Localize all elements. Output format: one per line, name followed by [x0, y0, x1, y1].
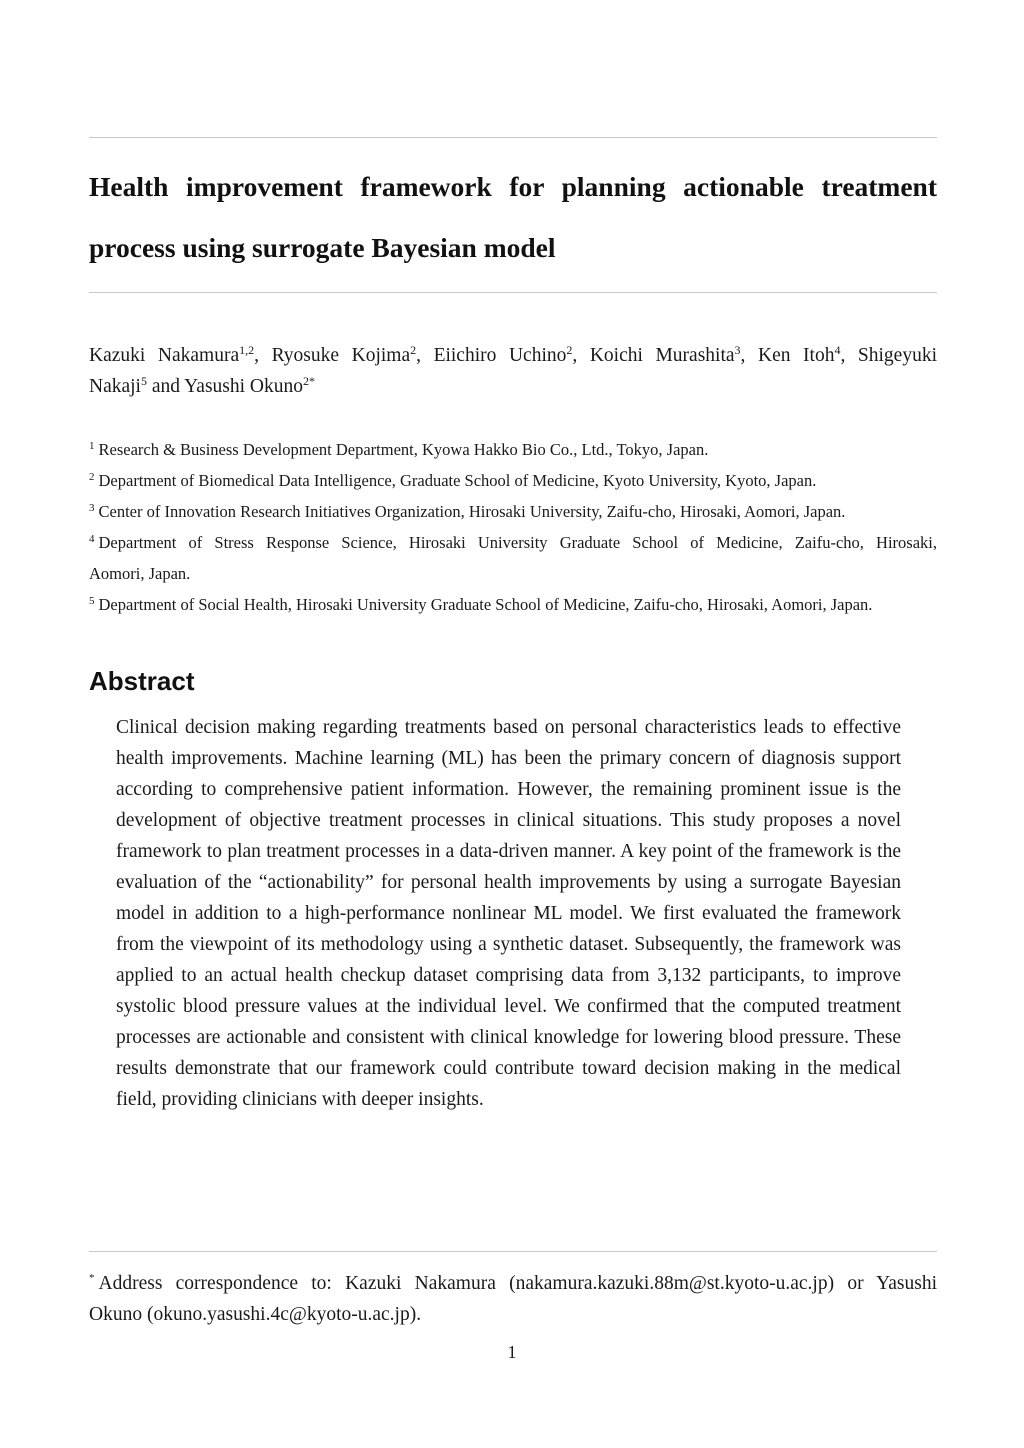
affiliation-item: $^2$ Department of Biomedical Data Intelligence, Graduate School of Medicine, Kyoto University, Kyoto, Japan. [89, 471, 817, 490]
author-name-second-part: Nakaji [89, 376, 141, 397]
affiliation-number: 4 [89, 533, 95, 545]
author-list [89, 340, 937, 402]
affiliation-number: 1 [89, 440, 95, 452]
affiliation-item: $^4$ Department of Stress Response Science, Hirosaki University Graduate School of Medicine, Zaifu-cho, Hirosaki, Aomori, Japan. [89, 533, 937, 583]
author-name: Kazuki Nakamura [89, 345, 240, 366]
author-name-first-part: Shigeyuki [857, 345, 938, 366]
author-affiliation-sup: 2 [410, 343, 417, 357]
affiliation-item: $^3$ Center of Innovation Research Initiatives Organization, Hirosaki University, Zaifu-cho, Hirosaki, Aomori, Japan. [89, 502, 846, 521]
author-name: Ken Itoh [757, 345, 835, 366]
author-affiliation-sup: 2 [566, 343, 573, 357]
footnote-marker: * [89, 1272, 95, 1284]
author-line-2: Nakaji$^5$ and Yasushi Okuno$^{2*}$ [89, 374, 316, 397]
title-bottom-rule [89, 292, 937, 293]
footnote-line-2: Okuno (okuno.yasushi.4c@kyoto-u.ac.jp). [89, 1304, 422, 1325]
title-line-1: Health improvement framework for planning actionable treatment [89, 171, 937, 202]
author-affiliation-sup: 5 [140, 374, 147, 388]
author-name: Ryosuke Kojima [271, 345, 411, 366]
author-name: Yasushi Okuno [184, 376, 304, 397]
author-affiliation-sup: 4 [834, 343, 841, 357]
footnote-line-1: Address correspondence to: Kazuki Nakamura (nakamura.kazuki.88m@st.kyoto-u.ac.jp) or Yasushi [98, 1273, 937, 1294]
page-number: 1 [507, 1342, 517, 1362]
footnote-rule [89, 1251, 937, 1252]
affiliation-item: $^5$ Department of Social Health, Hirosaki University Graduate School of Medicine, Zaifu-cho, Hirosaki, Aomori, Japan. [89, 595, 873, 614]
affiliation-number: 3 [89, 502, 95, 514]
title-line-2: process using surrogate Bayesian model [89, 232, 556, 263]
correspondence-footnote [89, 1268, 937, 1330]
author-name: Koichi Murashita [589, 345, 735, 366]
author-line-1: Kazuki Nakamura$^{1,2}$, Ryosuke Kojima$^2$, Eiichiro Uchino$^2$, Koichi Murashita$^3$, Ken Itoh$^4$, Shigeyuki [89, 343, 938, 366]
affiliation-item: $^1$ Research & Business Development Department, Kyowa Hakko Bio Co., Ltd., Tokyo, Japan. [89, 440, 709, 459]
author-name: Eiichiro Uchino [433, 345, 567, 366]
author-affiliation-sup: 1,2 [239, 343, 255, 357]
abstract-body: Clinical decision making regarding treatments based on personal characteristics leads to effective health improvements. Machine learning (ML) has been the primary concern of diagnosis support according to comprehensive patient information. However, the remaining prominent issue is the development of objective treatment processes in clinical situations. This study proposes a novel framework to plan treatment processes in a data-driven manner. A key point of the framework is the evaluation of the “actionability” for personal health improvements by using a surrogate Bayesian model in addition to a high-performance nonlinear ML model. We first evaluated the framework from the viewpoint of its methodology using a synthetic dataset. Subsequently, the framework was applied to an actual health checkup dataset comprising data from 3,132 participants, to improve systolic blood pressure values at the individual level. We confirmed that the computed treatment processes are actionable and consistent with clinical knowledge for lowering blood pressure. These results demonstrate that our framework could contribute toward decision making in the medical field, providing clinicians with deeper insights. [116, 717, 901, 1110]
author-affiliation-sup: 2* [303, 374, 316, 388]
author-affiliation-sup: 3 [734, 343, 741, 357]
top-rule [89, 137, 937, 138]
abstract-heading: Abstract [89, 666, 195, 696]
affiliation-number: 2 [89, 471, 95, 483]
affiliation-number: 5 [89, 595, 95, 607]
paper-title [89, 156, 937, 278]
affiliation-list [89, 434, 937, 620]
